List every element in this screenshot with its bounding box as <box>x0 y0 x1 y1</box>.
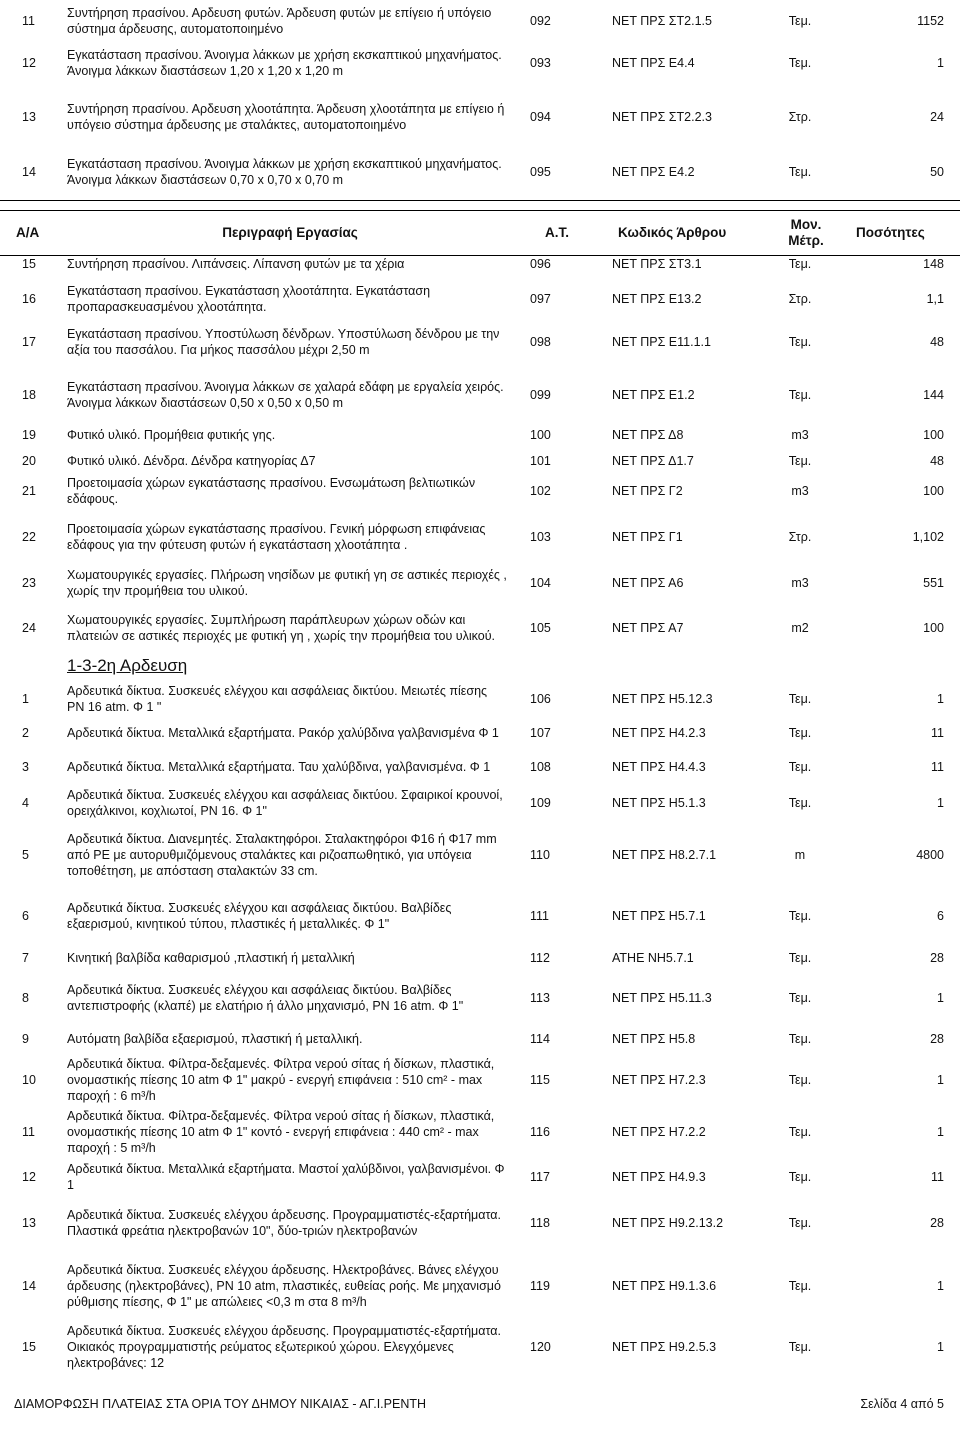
row-quantity: 48 <box>930 335 944 349</box>
table-row <box>0 1252 960 1320</box>
table-row <box>0 890 960 942</box>
header-aa: Α/Α <box>16 225 40 240</box>
header-description: Περιγραφή Εργασίας <box>222 225 358 240</box>
row-code: ΝΕΤ ΠΡΣ ΣΤ3.1 <box>612 257 702 271</box>
table-row <box>0 1106 960 1158</box>
row-unit: m <box>794 848 806 862</box>
row-unit: Τεμ. <box>788 257 812 271</box>
row-number: 20 <box>22 454 36 468</box>
row-description: Αρδευτικά δίκτυα. Διανεμητές. Σταλακτηφόροι. Σταλακτηφόροι Φ16 ή Φ17 mm από PE με αυτορυθμιζόμενους σταλάκτες και ριζοαπωθητικό, για υπόγεια τοποθέτηση, με απόσταση σταλακτών 33 cm. <box>67 832 497 878</box>
row-at: 093 <box>530 55 551 70</box>
row-code: ΝΕΤ ΠΡΣ Ε13.2 <box>612 292 702 306</box>
row-number: 15 <box>22 1340 36 1354</box>
row-number: 16 <box>22 292 36 306</box>
row-description: Αρδευτικά δίκτυα. Συσκευές ελέγχου άρδευσης. Ηλεκτροβάνες. Βάνες ελέγχου άρδευσης (ηλεκτροβάνες), PN 10 atm, πλαστικές, ευθείας ροής. Με μηχανισμό ρύθμισης πίεσης, Φ 1" με απώλειες <0,3 m στα 8 m³/h <box>67 1263 501 1309</box>
row-number: 22 <box>22 530 36 544</box>
row-number: 14 <box>22 165 36 179</box>
row-number: 10 <box>22 1073 36 1087</box>
row-description: Αρδευτικά δίκτυα. Φίλτρα-δεξαμενές. Φίλτρα νερού σίτας ή δίσκων, πλαστικά, ονομαστικής πίεσης 10 atm Φ 1" μακρύ - ενεργή επιφάνεια : 510 cm² - max παροχή : 6 m³/h <box>67 1057 495 1103</box>
row-description: Συντήρηση πρασίνου. Λιπάνσεις. Λίπανση φυτών με τα χέρια <box>67 257 405 271</box>
table-row <box>0 1160 960 1194</box>
row-description: Αρδευτικά δίκτυα. Συσκευές ελέγχου και ασφάλειας δικτύου. Βαλβίδες εξαερισμού, κινητικού τύπου, πλαστικές ή μεταλλικές. Φ 1" <box>67 901 452 931</box>
row-number: 18 <box>22 388 36 402</box>
row-description: Εγκατάσταση πρασίνου. Υποστύλωση δένδρων. Υποστύλωση δένδρου με την αξία του πασσάλου. Για μήκος πασσάλου μέχρι 2,50 m <box>67 327 500 357</box>
table-row <box>0 451 960 471</box>
table-top-rule <box>0 200 960 201</box>
row-unit: Τεμ. <box>788 1032 812 1046</box>
row-at: 096 <box>530 257 551 271</box>
row-quantity: 1 <box>937 1073 944 1087</box>
row-number: 13 <box>22 110 36 124</box>
row-at: 104 <box>530 576 551 590</box>
row-unit: Τεμ. <box>788 165 812 179</box>
row-code: ΝΕΤ ΠΡΣ Ε11.1.1 <box>612 335 711 349</box>
row-code: ΝΕΤ ΠΡΣ Η9.1.3.6 <box>612 1279 717 1293</box>
table-row <box>0 1322 960 1372</box>
row-at: 107 <box>530 726 551 740</box>
row-number: 9 <box>22 1032 29 1046</box>
table-row <box>0 1194 960 1252</box>
row-code: ΝΕΤ ΠΡΣ Η8.2.7.1 <box>612 848 717 862</box>
row-at: 117 <box>530 1170 550 1184</box>
row-number: 1 <box>22 692 29 706</box>
table-row <box>0 87 960 147</box>
row-at: 099 <box>530 388 551 402</box>
row-code: ΝΕΤ ΠΡΣ Δ1.7 <box>612 454 694 468</box>
row-quantity: 28 <box>930 1032 944 1046</box>
table-row <box>0 750 960 784</box>
row-at: 103 <box>530 530 551 544</box>
row-quantity: 551 <box>923 576 944 590</box>
row-unit: Τεμ. <box>788 760 812 774</box>
footer-page-number: Σελίδα 4 από 5 <box>860 1397 944 1411</box>
row-quantity: 11 <box>931 1170 944 1184</box>
header-code: Κωδικός Άρθρου <box>618 225 727 240</box>
row-quantity: 1 <box>937 1279 944 1293</box>
row-code: ΝΕΤ ΠΡΣ ΣΤ2.1.5 <box>612 14 712 28</box>
row-code: ΝΕΤ ΠΡΣ Η5.12.3 <box>612 692 713 706</box>
row-number: 5 <box>22 848 29 862</box>
row-quantity: 11 <box>931 760 944 774</box>
row-at: 120 <box>530 1340 551 1354</box>
row-code: ΝΕΤ ΠΡΣ Η4.4.3 <box>612 760 706 774</box>
row-description: Συντήρηση πρασίνου. Αρδευση φυτών. Άρδευση φυτών με επίγειο ή υπόγειο σύστημα άρδευσης, αυτοματοποιημένο <box>67 6 492 36</box>
row-unit: Στρ. <box>788 530 812 544</box>
table-row <box>0 682 960 716</box>
row-at: 114 <box>530 1032 550 1046</box>
row-description: Αρδευτικά δίκτυα. Φίλτρα-δεξαμενές. Φίλτρα νερού σίτας ή δίσκων, πλαστικά, ονομαστικής πίεσης 10 atm Φ 1" κοντό - ενεργή επιφάνεια : 440 cm² - max παροχή : 5 m³/h <box>67 1109 495 1155</box>
table-row <box>0 944 960 972</box>
table-row <box>0 368 960 422</box>
row-quantity: 1 <box>937 991 944 1005</box>
row-code: ΝΕΤ ΠΡΣ Η7.2.2 <box>612 1125 706 1139</box>
table-row <box>0 2 960 40</box>
row-number: 12 <box>22 1170 36 1184</box>
row-number: 11 <box>22 14 35 28</box>
row-at: 118 <box>530 1216 550 1230</box>
row-description: Κινητική βαλβίδα καθαρισμού ,πλαστική ή μεταλλική <box>67 951 355 965</box>
row-code: ΝΕΤ ΠΡΣ Ε4.2 <box>612 165 695 179</box>
row-at: 119 <box>530 1279 550 1293</box>
row-number: 7 <box>22 951 29 965</box>
row-unit: Τεμ. <box>788 991 812 1005</box>
row-unit: Τεμ. <box>788 1340 812 1354</box>
header-quantity: Ποσότητες <box>856 225 925 240</box>
row-code: ΝΕΤ ΠΡΣ Η5.7.1 <box>612 909 706 923</box>
row-at: 111 <box>530 909 550 923</box>
row-description: Αρδευτικά δίκτυα. Συσκευές ελέγχου άρδευσης. Προγραμματιστές-εξαρτήματα. Οικιακός προγραμματιστής ρεύματος εξωτερικού χώρου. Ελεγχόμενες ηλεκτροβάνες: 12 <box>67 1324 501 1370</box>
row-unit: Τεμ. <box>788 951 812 965</box>
row-code: ΝΕΤ ΠΡΣ Η5.11.3 <box>612 991 712 1005</box>
row-number: 24 <box>22 621 36 635</box>
table-row <box>0 716 960 750</box>
table-row <box>0 282 960 316</box>
row-description: Εγκατάσταση πρασίνου. Άνοιγμα λάκκων με χρήση εκσκαπτικού μηχανήματος. Άνοιγμα λάκκων διαστάσεων 1,20 x 1,20 x 1,20 m <box>67 47 502 78</box>
row-code: ΝΕΤ ΠΡΣ ΣΤ2.2.3 <box>612 110 712 124</box>
row-quantity: 144 <box>923 388 944 402</box>
row-code: ΝΕΤ ΠΡΣ Γ2 <box>612 484 683 498</box>
row-quantity: 28 <box>930 951 944 965</box>
row-description: Εγκατάσταση πρασίνου. Άνοιγμα λάκκων με χρήση εκσκαπτικού μηχανήματος. Άνοιγμα λάκκων διαστάσεων 0,70 x 0,70 x 0,70 m <box>67 157 502 187</box>
row-number: 23 <box>22 576 36 590</box>
row-description: Αρδευτικά δίκτυα. Συσκευές ελέγχου και ασφάλειας δικτύου. Σφαιρικοί κρουνοί, ορειχάλκινοι, κοχλιωτοί, PN 16. Φ 1" <box>67 788 503 818</box>
row-quantity: 1 <box>937 55 944 70</box>
row-code: ΝΕΤ ΠΡΣ Η5.1.3 <box>612 796 706 810</box>
row-number: 3 <box>22 760 29 774</box>
row-unit: m2 <box>791 621 809 635</box>
row-number: 8 <box>22 991 29 1005</box>
row-number: 4 <box>22 796 29 810</box>
row-at: 115 <box>530 1073 550 1087</box>
row-unit: Τεμ. <box>788 55 812 70</box>
row-quantity: 1 <box>937 692 944 706</box>
row-unit: Τεμ. <box>788 909 812 923</box>
row-at: 110 <box>530 848 550 862</box>
row-unit: Τεμ. <box>788 726 812 740</box>
row-quantity: 1 <box>937 1125 944 1139</box>
row-description: Χωματουργικές εργασίες. Συμπλήρωση παράπλευρων χώρων οδών και πλατειών σε αστικές περιοχές με φυτική γη , χωρίς την προμήθεια του υλικού. <box>67 613 496 643</box>
table-row <box>0 256 960 272</box>
row-description: Αρδευτικά δίκτυα. Μεταλλικά εξαρτήματα. Ταυ χαλύβδινα, γαλβανισμένα. Φ 1 <box>67 760 491 774</box>
row-quantity: 148 <box>923 257 944 271</box>
row-code: ΝΕΤ ΠΡΣ Δ8 <box>612 428 684 442</box>
row-quantity: 1,102 <box>912 530 944 544</box>
row-code: ΝΕΤ ΠΡΣ Ε1.2 <box>612 388 695 402</box>
row-description: Αρδευτικά δίκτυα. Μεταλλικά εξαρτήματα. Μαστοί χαλύβδινοι, γαλβανισμένοι. Φ 1 <box>67 1162 505 1192</box>
row-code: ΑΤΗΕ ΝΗ5.7.1 <box>612 951 694 965</box>
row-description: Φυτικό υλικό. Προμήθεια φυτικής γης. <box>67 428 276 442</box>
row-at: 112 <box>530 951 550 965</box>
row-description: Συντήρηση πρασίνου. Αρδευση χλοοτάπητα. Άρδευση χλοοτάπητα με επίγειο ή υπόγειο σύστημα άρδευσης με σταλάκτες, αυτοματοποιημένο <box>67 102 505 132</box>
row-code: ΝΕΤ ΠΡΣ Η9.2.13.2 <box>612 1216 724 1230</box>
row-description: Εγκατάσταση πρασίνου. Άνοιγμα λάκκων σε χαλαρά εδάφη με εργαλεία χειρός. Άνοιγμα λάκκων διαστάσεων 0,50 x 0,50 x 0,50 m <box>67 380 504 410</box>
row-quantity: 50 <box>930 165 944 179</box>
row-description: Προετοιμασία χώρων εγκατάστασης πρασίνου. Γενική μόρφωση επιφάνειας εδάφους για την φύτευση φυτών ή εγκατάσταση χλοοτάπητα . <box>67 522 486 552</box>
row-number: 15 <box>22 257 36 271</box>
table-row <box>0 1026 960 1052</box>
section-heading-row <box>0 655 960 677</box>
row-at: 102 <box>530 484 551 498</box>
row-at: 101 <box>530 454 551 468</box>
row-description: Αρδευτικά δίκτυα. Συσκευές ελέγχου και ασφάλειας δικτύου. Μειωτές πίεσης PN 16 atm. Φ 1 " <box>67 684 488 714</box>
row-unit: Τεμ. <box>788 692 812 706</box>
row-number: 11 <box>22 1125 35 1139</box>
row-quantity: 1152 <box>917 14 944 28</box>
row-code: ΝΕΤ ΠΡΣ Η7.2.3 <box>612 1073 706 1087</box>
row-description: Χωματουργικές εργασίες. Πλήρωση νησίδων με φυτική γη σε αστικές περιοχές , χωρίς την προμήθεια του υλικού. <box>67 568 507 598</box>
row-quantity: 1,1 <box>926 292 944 306</box>
table-row <box>0 786 960 820</box>
table-row <box>0 474 960 508</box>
row-description: Αρδευτικά δίκτυα. Μεταλλικά εξαρτήματα. Ρακόρ χαλύβδινα γαλβανισμένα Φ 1 <box>67 726 499 740</box>
row-quantity: 24 <box>930 110 944 124</box>
row-quantity: 100 <box>923 484 944 498</box>
row-quantity: 28 <box>930 1216 944 1230</box>
row-description: Εγκατάσταση πρασίνου. Εγκατάσταση χλοοτάπητα. Εγκατάσταση προπαρασκευασμένου χλοοτάπητα. <box>67 284 431 314</box>
row-quantity: 48 <box>930 454 944 468</box>
row-number: 21 <box>22 484 36 498</box>
row-at: 097 <box>530 292 551 306</box>
row-unit: Τεμ. <box>788 335 812 349</box>
row-number: 2 <box>22 726 29 740</box>
row-at: 106 <box>530 692 551 706</box>
row-number: 6 <box>22 909 29 923</box>
row-unit: Στρ. <box>788 292 812 306</box>
row-code: ΝΕΤ ΠΡΣ Α6 <box>612 576 684 590</box>
row-description: Αρδευτικά δίκτυα. Συσκευές ελέγχου και ασφάλειας δικτύου. Βαλβίδες αντεπιστροφής (κλαπέ) με ελατήριο ή άλλο μηχανισμό, PN 16 atm. Φ 1" <box>67 983 464 1013</box>
table-header <box>0 210 960 256</box>
row-number: 14 <box>22 1279 36 1293</box>
table-row <box>0 602 960 654</box>
table-row <box>0 425 960 445</box>
row-unit: Τεμ. <box>788 1073 812 1087</box>
table-row <box>0 1052 960 1108</box>
row-at: 108 <box>530 760 551 774</box>
row-quantity: 1 <box>937 796 944 810</box>
row-quantity: 11 <box>931 726 944 740</box>
row-at: 100 <box>530 428 551 442</box>
row-at: 109 <box>530 796 551 810</box>
header-at: Α.Τ. <box>545 225 570 240</box>
table-row <box>0 147 960 197</box>
table-row <box>0 510 960 564</box>
row-unit: Τεμ. <box>788 1279 812 1293</box>
row-code: ΝΕΤ ΠΡΣ Α7 <box>612 621 684 635</box>
row-unit: m3 <box>791 428 809 442</box>
row-unit: Στρ. <box>788 110 812 124</box>
row-code: ΝΕΤ ΠΡΣ Η4.9.3 <box>612 1170 706 1184</box>
section-title: 1-3-2η Αρδευση <box>67 656 188 675</box>
row-at: 105 <box>530 621 551 635</box>
row-quantity: 100 <box>923 621 944 635</box>
row-unit: Τεμ. <box>788 14 812 28</box>
row-description: Φυτικό υλικό. Δένδρα. Δένδρα κατηγορίας Δ7 <box>67 454 316 468</box>
row-unit: Τεμ. <box>788 796 812 810</box>
row-quantity: 100 <box>923 428 944 442</box>
row-number: 12 <box>22 55 36 70</box>
row-at: 094 <box>530 110 551 124</box>
row-at: 095 <box>530 165 551 179</box>
row-unit: Τεμ. <box>788 454 812 468</box>
row-at: 092 <box>530 14 551 28</box>
table-row <box>0 40 960 85</box>
row-unit: m3 <box>791 576 809 590</box>
row-description: Αρδευτικά δίκτυα. Συσκευές ελέγχου άρδευσης. Προγραμματιστές-εξαρτήματα. Πλαστικά φρεάτια ηλεκτροβανών 10", δύο-τριών ηλεκτροβανών <box>67 1208 501 1238</box>
row-quantity: 4800 <box>916 848 944 862</box>
row-number: 13 <box>22 1216 36 1230</box>
row-code: ΝΕΤ ΠΡΣ Ε4.4 <box>612 55 695 70</box>
row-quantity: 6 <box>937 909 944 923</box>
row-at: 098 <box>530 335 551 349</box>
row-code: ΝΕΤ ΠΡΣ Η4.2.3 <box>612 726 706 740</box>
row-unit: m3 <box>791 484 809 498</box>
row-code: ΝΕΤ ΠΡΣ Γ1 <box>612 530 683 544</box>
table-row <box>0 972 960 1024</box>
row-description: Προετοιμασία χώρων εγκατάστασης πρασίνου. Ενσωμάτωση βελτιωτικών εδάφους. <box>67 476 476 506</box>
row-at: 116 <box>530 1125 550 1139</box>
row-at: 113 <box>530 991 550 1005</box>
row-code: ΝΕΤ ΠΡΣ Η9.2.5.3 <box>612 1340 717 1354</box>
row-quantity: 1 <box>937 1340 944 1354</box>
table-row <box>0 316 960 368</box>
row-unit: Τεμ. <box>788 1170 812 1184</box>
header-unit: Μον. Μέτρ. <box>788 217 824 248</box>
table-row <box>0 820 960 890</box>
row-unit: Τεμ. <box>788 1125 812 1139</box>
row-description: Αυτόματη βαλβίδα εξαερισμού, πλαστική ή μεταλλική. <box>67 1032 363 1046</box>
row-unit: Τεμ. <box>788 1216 812 1230</box>
footer-project: ΔΙΑΜΟΡΦΩΣΗ ΠΛΑΤΕΙΑΣ ΣΤΑ ΟΡΙΑ ΤΟΥ ΔΗΜΟΥ ΝΙΚΑΙΑΣ - ΑΓ.Ι.ΡΕΝΤΗ <box>14 1397 427 1411</box>
row-code: ΝΕΤ ΠΡΣ Η5.8 <box>612 1032 696 1046</box>
row-number: 19 <box>22 428 36 442</box>
table-row <box>0 566 960 600</box>
row-unit: Τεμ. <box>788 388 812 402</box>
row-number: 17 <box>22 335 36 349</box>
